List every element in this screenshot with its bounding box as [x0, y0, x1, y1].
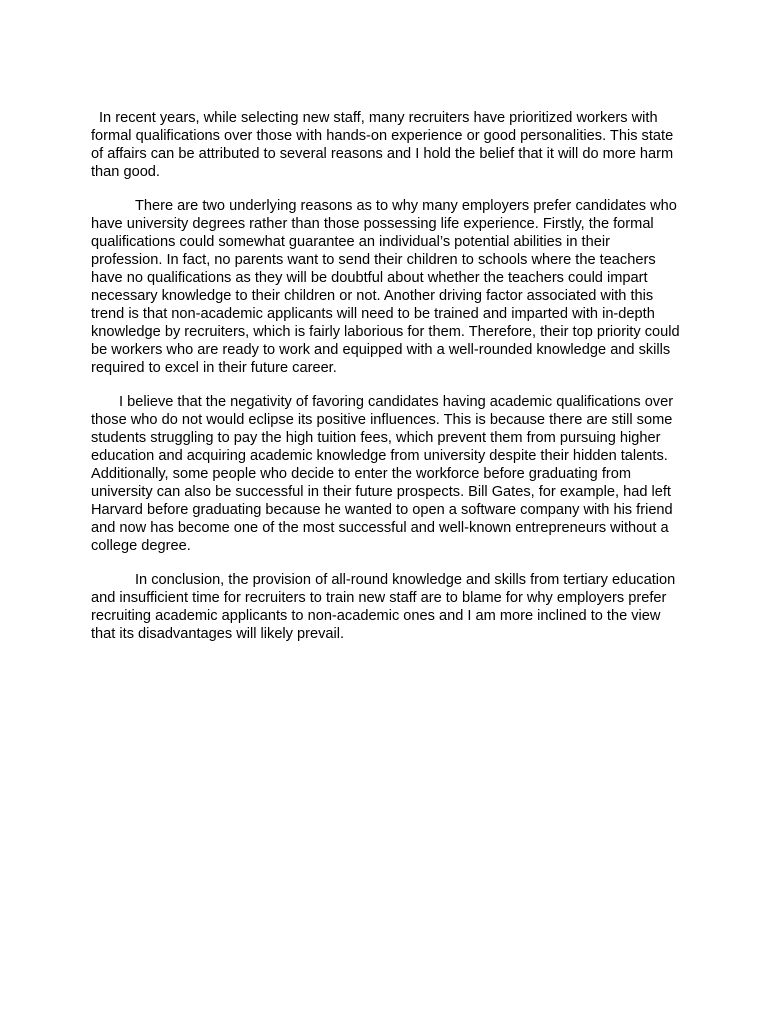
paragraph-opinion: I believe that the negativity of favoring candidates having academic qualifications over those who do not would eclipse its positive influences. This is because there are still some students struggling to pay the high tuition fees, which prevent them from pursuing higher education and acquiring academic knowledge from university despite their hidden talents. Additionally, some people who decide to enter the workforce before graduating from university can also be successful in their future prospects. Bill Gates, for example, had left Harvard before graduating because he wanted to open a software company with his friend and now has become one of the most successful and well-known entrepreneurs without a college degree. — [91, 394, 674, 554]
paragraph-introduction: In recent years, while selecting new staff, many recruiters have prioritized workers with formal qualifications over those with hands-on experience or good personalities. This state of affairs can be attributed to several reasons and I hold the belief that it will do more harm than good. — [91, 110, 674, 180]
essay-body — [91, 109, 681, 659]
paragraph-reasons: There are two underlying reasons as to why many employers prefer candidates who have university degrees rather than those possessing life experience. Firstly, the formal qualifications could somewhat guarantee an individual’s potential abilities in their profession. In fact, no parents want to send their children to schools where the teachers have no qualifications as they will be doubtful about whether the teachers could impart necessary knowledge to their children or not. Another driving factor associated with this trend is that non-academic applicants will need to be trained and imparted with in-depth knowledge by recruiters, which is fairly laborious for them. Therefore, their top priority could be workers who are ready to work and equipped with a well-rounded knowledge and skills required to excel in their future career. — [91, 198, 680, 376]
paragraph-conclusion: In conclusion, the provision of all-round knowledge and skills from tertiary education and insufficient time for recruiters to train new staff are to blame for why employers prefer recruiting academic applicants to non-academic ones and I am more inclined to the view that its disadvantages will likely prevail. — [91, 572, 676, 642]
